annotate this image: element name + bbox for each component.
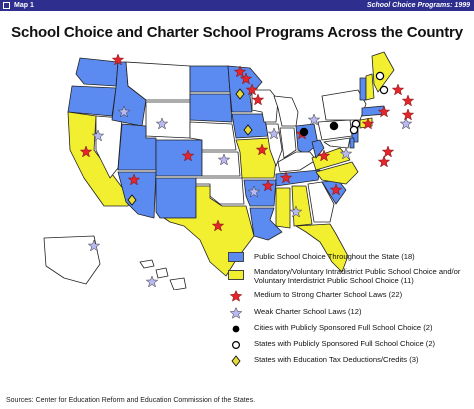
black-dot-icon xyxy=(228,323,244,335)
state-ak xyxy=(44,236,100,284)
white-circle-icon xyxy=(228,339,244,351)
legend-label: Public School Choice Throughout the State (18) xyxy=(254,252,415,261)
page-title: School Choice and Charter School Programs Across the Country xyxy=(11,24,463,41)
red-star-icon xyxy=(378,156,389,167)
red-star-icon xyxy=(402,109,413,120)
red-star-icon xyxy=(382,146,393,157)
state-wa xyxy=(76,58,118,86)
black-dot-icon xyxy=(330,122,337,129)
state-nd xyxy=(190,66,230,92)
state-fl xyxy=(296,224,348,272)
legend-label: Mandatory/Voluntary Intradistrict Public School Choice and/or Voluntary Interdistrict Public School Choice (11) xyxy=(254,267,461,285)
white-circle-icon xyxy=(380,86,387,93)
diamond-icon xyxy=(228,355,244,367)
white-circle-icon xyxy=(350,126,357,133)
weak-star-icon xyxy=(228,307,244,319)
state-mi xyxy=(274,96,298,126)
state-de xyxy=(350,138,354,148)
yellow-swatch-icon xyxy=(228,270,244,280)
sources-note: Sources: Center for Education Reform and Education Commission of the States. xyxy=(6,397,256,404)
state-ia xyxy=(232,114,268,138)
legend-label: Cities with Publicly Sponsored Full School Choice (2) xyxy=(254,323,433,332)
state-wy xyxy=(146,102,190,138)
red-star-icon xyxy=(392,84,403,95)
weak-star-icon xyxy=(400,118,411,129)
map-icon xyxy=(3,2,10,9)
state-co xyxy=(156,140,202,176)
state-hi-3 xyxy=(170,278,186,290)
state-hi-1 xyxy=(140,260,154,268)
legend-label: Weak Charter School Laws (12) xyxy=(254,307,362,316)
legend-label: States with Publicly Sponsored Full School Choice (2) xyxy=(254,339,436,348)
blue-swatch-icon xyxy=(228,252,244,262)
state-hi-2 xyxy=(156,268,168,278)
state-sd xyxy=(190,94,232,122)
legend-label: Medium to Strong Charter School Laws (22) xyxy=(254,290,403,299)
map-label: Map 1 xyxy=(14,2,34,9)
red-star-icon xyxy=(402,95,413,106)
white-circle-icon xyxy=(376,72,383,79)
state-ms xyxy=(276,188,290,228)
series-label: School Choice Programs: 1999 xyxy=(366,2,470,9)
state-ny xyxy=(322,90,366,120)
legend-label: States with Education Tax Deductions/Credits (3) xyxy=(254,355,419,364)
state-vt xyxy=(360,78,366,100)
state-nh xyxy=(366,74,374,100)
black-dot-icon xyxy=(300,128,307,135)
header-bar xyxy=(0,0,474,11)
red-star-icon xyxy=(228,290,244,302)
weak-star-icon xyxy=(146,276,157,287)
state-or xyxy=(68,86,116,116)
state-nm xyxy=(156,178,196,218)
